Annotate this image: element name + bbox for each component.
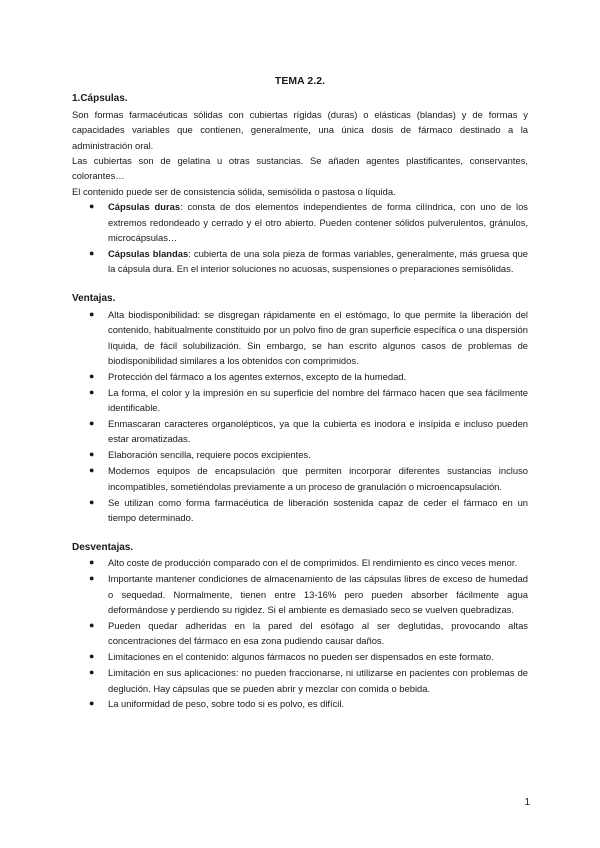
paragraph-definition: Son formas farmacéuticas sólidas con cubiertas rígidas (duras) o elásticas (blandas) y de formas y capacidades variables que contienen, generalmente, una única dosis de fármaco destinado a la administración oral. — [72, 108, 528, 151]
paragraph-cubiertas: Las cubiertas son de gelatina u otras sustancias. Se añaden agentes plastificantes, conservantes, colorantes… — [72, 155, 528, 182]
bullet-icon: ● — [89, 667, 95, 678]
page-title: TEMA 2.2. — [274, 76, 326, 87]
bullet-icon: ● — [89, 201, 95, 212]
capsule-types-list — [72, 199, 528, 277]
bullet-icon: ● — [89, 619, 95, 630]
list-item-text: Limitaciones en el contenido: algunos fármacos no pueden ser dispensados en este formato. — [108, 651, 494, 663]
bullet-icon: ● — [89, 698, 95, 709]
list-item — [72, 199, 528, 245]
list-item-text: Limitación en sus aplicaciones: no pueden fraccionarse, ni utilizarse en pacientes con problemas de deglución. Hay cápsulas que se pueden abrir y mezclar con comida o bebida. — [108, 667, 528, 694]
list-item — [72, 463, 528, 494]
bullet-icon: ● — [89, 573, 95, 584]
list-item — [72, 649, 528, 664]
list-item — [72, 571, 528, 617]
term-capsulas-duras: Cápsulas duras — [108, 201, 181, 213]
list-item — [72, 416, 528, 447]
section-heading-desventajas: Desventajas. — [72, 541, 134, 553]
list-item-text: Se utilizan como forma farmacéutica de liberación sostenida capaz de ceder el fármaco en un tiempo determinado. — [108, 496, 528, 523]
list-item — [72, 665, 528, 696]
list-item — [72, 385, 528, 416]
list-item-text: : cubierta de una sola pieza de formas variables, generalmente, más gruesa que la cápsula dura. En el interior soluciones no acuosas, suspensiones o preparaciones semisólidas. — [108, 247, 528, 275]
list-item — [72, 307, 528, 369]
bullet-icon: ● — [89, 418, 95, 429]
bullet-icon: ● — [89, 496, 95, 507]
list-item — [72, 696, 528, 711]
list-item-text: Enmascaran caracteres organolépticos, ya que la cubierta es inodora e insípida e incluso pueden estar aromatizadas. — [108, 418, 528, 445]
bullet-icon: ● — [89, 465, 95, 476]
list-item — [72, 369, 528, 384]
document-page — [72, 74, 528, 712]
desventajas-list — [72, 555, 528, 712]
list-item — [72, 447, 528, 462]
list-item-text: Alta biodisponibilidad: se disgregan rápidamente en el estómago, lo que permite la liberación del contenido, habitualmente constituido por un polvo fino de gran superficie específica o una dispersión líquida, de fácil solubilización. Sin embargo, se han escrito algunos casos de problemas de biodisponibilidad similares a los obtenidos con comprimidos. — [108, 308, 528, 366]
bullet-icon: ● — [89, 247, 95, 258]
list-item-text: Elaboración sencilla, requiere pocos excipientes. — [108, 449, 311, 461]
list-item — [72, 246, 528, 277]
bullet-icon: ● — [89, 308, 95, 319]
list-item-text: Protección del fármaco a los agentes externos, excepto de la humedad. — [108, 370, 407, 382]
bullet-icon: ● — [89, 370, 95, 381]
term-capsulas-blandas: Cápsulas blandas — [108, 247, 189, 259]
bullet-icon: ● — [89, 449, 95, 460]
list-item-text: Modernos equipos de encapsulación que permiten incorporar diferentes sustancias incluso incompatibles, sometiéndolas previamente a un proceso de granulación o microencapsulación. — [108, 465, 528, 492]
list-item — [72, 618, 528, 649]
bullet-icon: ● — [89, 651, 95, 662]
paragraph-contenido: El contenido puede ser de consistencia sólida, semisólida o pastosa o líquida. — [72, 185, 396, 197]
list-item-text: La uniformidad de peso, sobre todo si es polvo, es difícil. — [108, 698, 345, 710]
list-item-text: Pueden quedar adheridas en la pared del esófago al ser deglutidas, provocando altas concentraciones del fármaco en esa zona pudiendo causar daños. — [108, 619, 528, 647]
list-item — [72, 555, 528, 570]
bullet-icon: ● — [89, 386, 95, 397]
list-item-text: : consta de dos elementos independientes de forma cilíndrica, con uno de los extremos redondeado y cerrado y el otro abierto. Pueden contener sólidos pulverulentos, gránulos, microcápsulas… — [108, 201, 528, 244]
list-item — [72, 495, 528, 526]
list-item-text: La forma, el color y la impresión en su superficie del nombre del fármaco hacen que sea fácilmente identificable. — [108, 386, 528, 414]
list-item-text: Alto coste de producción comparado con el de comprimidos. El rendimiento es cinco veces menor. — [108, 557, 518, 569]
bullet-icon: ● — [89, 557, 95, 568]
page-number: 1 — [524, 797, 530, 808]
section-heading-capsulas: 1.Cápsulas. — [72, 93, 128, 105]
list-item-text: Importante mantener condiciones de almacenamiento de las cápsulas libres de exceso de humedad o sequedad. Normalmente, tienen entre 13-16% pero pueden absorber fácilmente agua deformándose y perdiendo su rigidez. Si el ambiente es demasiado seco se vuelven quebradizas. — [108, 573, 528, 615]
section-heading-ventajas: Ventajas. — [72, 293, 116, 305]
ventajas-list — [72, 307, 528, 526]
